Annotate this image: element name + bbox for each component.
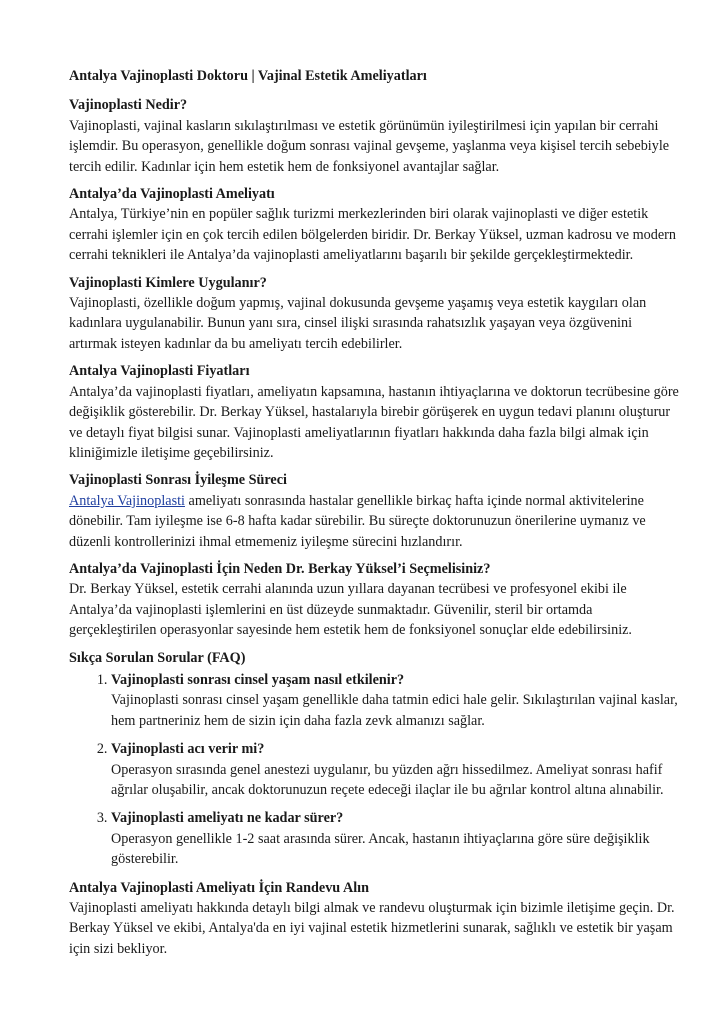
section-what-is	[69, 95, 680, 177]
faq-item	[111, 739, 680, 800]
section-heading: Antalya Vajinoplasti Ameliyatı İçin Randevu Alın	[69, 879, 369, 896]
faq-answer: Operasyon genellikle 1-2 saat arasında sürer. Ancak, hastanın ihtiyaçlarına göre süre değişiklik gösterebilir.	[111, 830, 650, 868]
section-text: ameliyatı sonrasında hastalar genellikle birkaç hafta içinde normal aktivitelerine dönebilir. Tam iyileşme ise 6-8 hafta kadar sürebilir. Bu süreçte doktorunuzun önerilerine uymanız ve düzenli kontrollerinizi ihmal etmemeniz iyileşme sürecini hızlandırır.	[69, 492, 646, 550]
antalya-vajinoplasti-link[interactable]: Antalya Vajinoplasti	[69, 492, 185, 509]
section-why-doctor	[69, 559, 680, 641]
document-title: Antalya Vajinoplasti Doktoru | Vajinal Estetik Ameliyatları	[69, 68, 427, 84]
section-text: Antalya, Türkiye’nin en popüler sağlık turizmi merkezlerinden biri olarak vajinoplasti ve diğer estetik cerrahi işlemler için en çok tercih edilen bölgelerden biridir. Dr. Berkay Yüksel, uzman kadrosu ve modern cerrahi teknikleri ile Antalya’da vajinoplasti ameliyatlarını başarılı bir şekilde gerçekleştirmektedir.	[69, 206, 676, 264]
section-text: Antalya’da vajinoplasti fiyatları, ameliyatın kapsamına, hastanın ihtiyaçlarına ve doktorun tecrübesine göre değişiklik gösterebilir. Dr. Berkay Yüksel, hastalarıyla birebir görüşerek en uygun tedavi planını oluşturur ve detaylı fiyat bilgisi sunar. Vajinoplasti ameliyatlarının fiyatları hakkında daha fazla bilgi almak için kliniğimizle iletişime geçebilirsiniz.	[69, 383, 679, 461]
faq-list	[69, 670, 680, 870]
section-antalya-surgery	[69, 184, 680, 266]
faq-answer: Vajinoplasti sonrası cinsel yaşam genellikle daha tatmin edici hale gelir. Sıkılaştırılan vajinal kaslar, hem partneriniz hem de sizin için daha fazla zevk almanızı sağlar.	[111, 692, 678, 729]
section-text: Dr. Berkay Yüksel, estetik cerrahi alanında uzun yıllara dayanan tecrübesi ve profesyonel ekibi ile Antalya’da vajinoplasti işlemlerini en üst düzeyde sunmaktadır. Güvenilir, steril bir ortamda gerçekleştirilen operasyonlar sayesinde hem estetik hem de fonksiyonel sonuçlar elde edebilirsiniz.	[69, 581, 632, 639]
faq-question: 1. Vajinoplasti sonrası cinsel yaşam nasıl etkilenir?	[111, 671, 405, 688]
section-heading: Vajinoplasti Kimlere Uygulanır?	[69, 274, 267, 291]
section-heading: Antalya’da Vajinoplasti Ameliyatı	[69, 186, 275, 203]
faq-heading: Sıkça Sorulan Sorular (FAQ)	[69, 649, 246, 666]
section-heading: Vajinoplasti Sonrası İyileşme Süreci	[69, 472, 287, 489]
faq-item	[111, 670, 680, 731]
section-text: Vajinoplasti, özellikle doğum yapmış, vajinal dokusunda gevşeme yaşamış veya estetik kaygıları olan kadınlara uygulanabilir. Bunun yanı sıra, cinsel ilişki sırasında rahatsızlık yaşayan veya özgüvenini artırmak isteyen kadınlar da bu ameliyatı tercih edebilirler.	[69, 295, 647, 352]
section-faq	[69, 648, 680, 870]
section-text-with-link	[69, 491, 680, 552]
faq-question: 3. Vajinoplasti ameliyatı ne kadar sürer?	[111, 810, 344, 827]
section-prices	[69, 361, 680, 463]
section-recovery	[69, 470, 680, 552]
section-heading: Antalya’da Vajinoplasti İçin Neden Dr. Berkay Yüksel’i Seçmelisiniz?	[69, 560, 491, 577]
section-appointment	[69, 878, 680, 960]
faq-answer: Operasyon sırasında genel anestezi uygulanır, bu yüzden ağrı hissedilmez. Ameliyat sonrası hafif ağrılar oluşabilir, ancak doktorunuzun reçete edeceği ilaçlar ile bu ağrılar kontrol altına alınabilir.	[111, 761, 664, 798]
section-who	[69, 273, 680, 355]
section-text: Vajinoplasti, vajinal kasların sıkılaştırılması ve estetik görünümün iyileştirilmesi için yapılan bir cerrahi işlemdir. Bu operasyon, genellikle doğum sonrası vajinal gevşeme, yaşlanma veya kişisel tercih sebebiyle tercih edilir. Kadınlar için hem estetik hem de fonksiyonel avantajlar sağlar.	[69, 117, 670, 175]
section-heading: Antalya Vajinoplasti Fiyatları	[69, 363, 250, 380]
section-heading: Vajinoplasti Nedir?	[69, 97, 188, 114]
section-text: Vajinoplasti ameliyatı hakkında detaylı bilgi almak ve randevu oluşturmak için bizimle iletişime geçin. Dr. Berkay Yüksel ve ekibi, Antalya'da en iyi vajinal estetik hizmetlerini sunarak, sağlıklı ve estetik bir yaşam için sizi bekliyor.	[69, 900, 675, 957]
faq-item	[111, 808, 680, 869]
faq-question: 2. Vajinoplasti acı verir mi?	[111, 741, 265, 758]
